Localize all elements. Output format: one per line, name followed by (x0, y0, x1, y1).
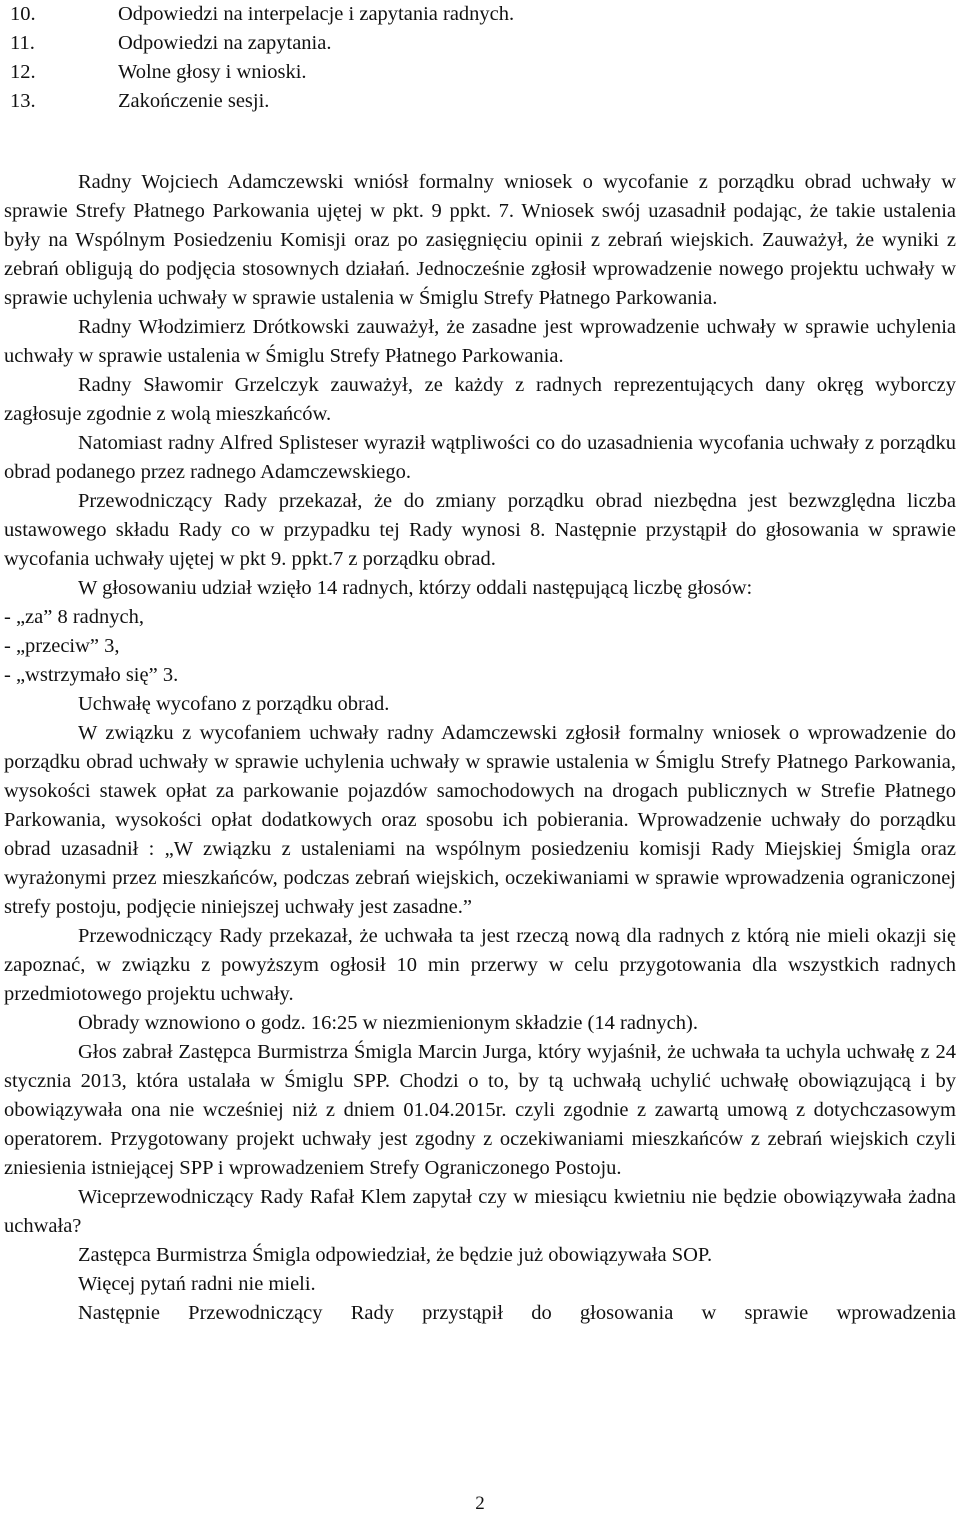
paragraph-last: Następnie Przewodniczący Rady przystąpił do głosowania w sprawie wprowadzenia (78, 1302, 956, 1324)
paragraph: Przewodniczący Rady przekazał, że uchwała ta jest rzeczą nową dla radnych z którą nie mieli okazji się zapoznać, w związku z powyższym ogłosił 10 min przerwy w celu przygotowania dla wszystkich radnych przedmiotowego projektu uchwały. (4, 925, 956, 1005)
vote-line-against: - „przeciw” 3, (4, 635, 120, 657)
agenda-list (6, 0, 514, 116)
paragraph: Natomiast radny Alfred Splisteser wyraził wątpliwości co do uzasadnienia wycofania uchwały z porządku obrad podanego przez radnego Adamczewskiego. (4, 432, 956, 483)
agenda-number: 10. (10, 3, 36, 25)
paragraph: Więcej pytań radni nie mieli. (78, 1273, 316, 1295)
paragraph: Uchwałę wycofano z porządku obrad. (78, 693, 390, 715)
vote-line-abstain: - „wstrzymało się” 3. (4, 664, 179, 686)
vote-line-for: - „za” 8 radnych, (4, 606, 144, 628)
agenda-number: 12. (10, 61, 36, 83)
paragraph: Radny Sławomir Grzelczyk zauważył, ze każdy z radnych reprezentujących dany okręg wyborczy zagłosuje zgodnie z wolą mieszkańców. (4, 374, 956, 425)
paragraph: Wiceprzewodniczący Rady Rafał Klem zapytał czy w miesiącu kwietniu nie będzie obowiązywała żadna uchwała? (4, 1186, 956, 1237)
agenda-item (6, 58, 514, 87)
paragraph: Głos zabrał Zastępca Burmistrza Śmigla Marcin Jurga, który wyjaśnił, że uchwała ta uchyla uchwałę z 24 stycznia 2013, która ustalała w Śmiglu SPP. Chodzi o to, by tą uchwałą uchylić uchwałę obowiązującą i by obowiązywała ona nie wcześniej niż z dniem 01.04.2015r. czyli zgodnie z zawartą umową z dotychczasowym operatorem. Przygotowany projekt uchwały jest zgodny z oczekiwaniami mieszkańców z zebrań wiejskich czyli zniesienia istniejącej SPP i wprowadzeniem Strefy Ograniczonego Postoju. (4, 1041, 956, 1179)
page-number: 2 (475, 1493, 485, 1514)
agenda-item (6, 0, 514, 29)
agenda-number: 11. (10, 32, 35, 54)
paragraph: Obrady wznowiono o godz. 16:25 w niezmienionym składzie (14 radnych). (78, 1012, 698, 1034)
paragraph: Zastępca Burmistrza Śmigla odpowiedział, że będzie już obowiązywała SOP. (78, 1244, 713, 1266)
agenda-text: Odpowiedzi na interpelacje i zapytania radnych. (118, 3, 515, 25)
agenda-item (6, 87, 514, 116)
agenda-number: 13. (10, 90, 36, 112)
agenda-item (6, 29, 514, 58)
paragraph: W głosowaniu udział wzięło 14 radnych, którzy oddali następującą liczbę głosów: (78, 577, 753, 599)
paragraph: Radny Wojciech Adamczewski wniósł formalny wniosek o wycofanie z porządku obrad uchwały w sprawie Strefy Płatnego Parkowania ujętej w pkt. 9 ppkt. 7. Wniosek swój uzasadnił podając, że takie ustalenia były na Wspólnym Posiedzeniu Komisji oraz po zasięgnięciu opinii z zebrań wiejskich. Zauważył, że wyniki z zebrań obligują do podjęcia stosownych działań. Jednocześnie zgłosił wprowadzenie nowego projektu uchwały w sprawie uchylenia uchwały w sprawie ustalenia w Śmiglu Strefy Płatnego Parkowania. (4, 171, 956, 309)
agenda-text: Zakończenie sesji. (118, 90, 270, 112)
paragraph: W związku z wycofaniem uchwały radny Adamczewski zgłosił formalny wniosek o wprowadzenie do porządku obrad uchwały w sprawie uchylenia uchwały w sprawie ustalenia w Śmiglu Strefy Płatnego Parkowania, wysokości stawek opłat za parkowanie pojazdów samochodowych na drogach publicznych w Strefie Płatnego Parkowania, wysokości opłat dodatkowych oraz sposobu ich pobierania. Wprowadzenie uchwały do porządku obrad uzasadnił : „W związku z ustaleniami na wspólnym posiedzeniu komisji Rady Miejskiej Śmigla oraz wyrażonymi przez mieszkańców, podczas zebrań wiejskich, oczekiwaniami w sprawie wprowadzenia ograniczonej strefy postoju, podjęcie niniejszej uchwały jest zasadne.” (4, 722, 956, 918)
paragraph: Przewodniczący Rady przekazał, że do zmiany porządku obrad niezbędna jest bezwzględna liczba ustawowego składu Rady co w przypadku tej Rady wynosi 8. Następnie przystąpił do głosowania w sprawie wycofania uchwały ujętej w pkt 9. ppkt.7 z porządku obrad. (4, 490, 956, 570)
paragraph: Radny Włodzimierz Drótkowski zauważył, że zasadne jest wprowadzenie uchwały w sprawie uchylenia uchwały w sprawie ustalenia w Śmiglu Strefy Płatnego Parkowania. (4, 316, 956, 367)
document-body (4, 168, 956, 1328)
agenda-text: Odpowiedzi na zapytania. (118, 32, 332, 54)
agenda-text: Wolne głosy i wnioski. (118, 61, 307, 83)
